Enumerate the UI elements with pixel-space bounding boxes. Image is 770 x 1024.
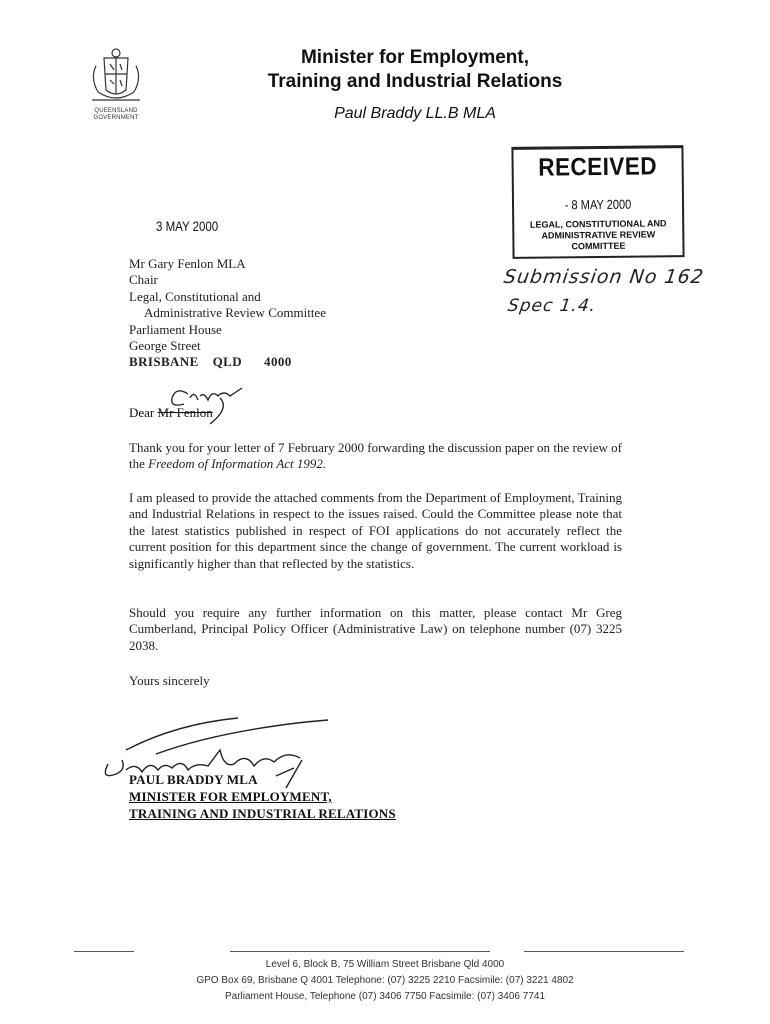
struck-salutation-name: Mr Fenlon [157,405,213,420]
recipient-address [129,256,326,371]
letter-date: 3 MAY 2000 [156,218,219,234]
received-stamp [511,145,684,259]
footer-postal-line: GPO Box 69, Brisbane Q 4001 Telephone: (07) 3225 2210 Facsimile: (07) 3221 4802 [196,975,574,986]
letterhead-title-line1: Minister for Employment, [300,47,530,68]
signatory-name: PAUL BRADDY MLA [129,772,258,787]
address-line: George Street [129,338,201,354]
footer-address-line: Level 6, Block B, 75 William Street Brisbane Qld 4000 [265,959,505,970]
handwritten-submission-note: Submission No 162 [502,266,706,288]
footer-parliament-line: Parliament House, Telephone (07) 3406 7750 Facsimile: (07) 3406 7741 [224,991,545,1002]
footer-divider-right [524,951,684,952]
body-paragraph-3: Should you require any further information on this matter, please contact Mr Greg Cumberland, Principal Policy Officer (Administrative Law) on telephone number (07) 3225 2038. [129,605,622,653]
crest-caption: QUEENSLAND GOVERNMENT [93,108,139,121]
address-line: Legal, Constitutional and [129,288,261,304]
address-line: Mr Gary Fenlon MLA [129,256,246,271]
stamp-line2: ADMINISTRATIVE REVIEW [541,229,656,241]
letterhead-minister-name: Paul Braddy LL.B MLA [334,105,496,122]
address-line: Chair [129,272,158,288]
signatory-title-line2: TRAINING AND INDUSTRIAL RELATIONS [129,806,396,821]
body-paragraph-2: I am pleased to provide the attached comments from the Department of Employment, Training and Industrial Relations in respect to the issues raised. Could the Committee please note that the latest statistics published in respect of FOI applications do not accurately reflect the current position for this department since the change of government. The current workload is significantly higher than that reflected by the statistics. [129,490,622,571]
body-paragraph-1: Thank you for your letter of 7 February 2000 forwarding the discussion paper on the review of the Freedom of Information Act 1992. [129,440,622,472]
stamp-title: RECEIVED [538,152,658,182]
stamp-line3: COMMITTEE [571,240,626,252]
stamp-date: - 8 MAY 2000 [564,196,632,213]
letterhead-title-line2: Training and Industrial Relations [267,71,563,92]
address-line: Administrative Review Committee [144,305,326,321]
signatory-title-line1: MINISTER FOR EMPLOYMENT, [129,789,332,804]
footer-divider [230,951,490,952]
footer-divider-left [74,951,134,952]
stamp-line1: LEGAL, CONSTITUTIONAL AND [529,218,667,230]
address-line: Parliament House [129,321,222,337]
salutation: Dear Mr Fenlon [129,405,213,420]
closing: Yours sincerely [129,673,210,688]
handwritten-spec-note: Spec 1.4. [506,296,598,316]
address-city-line: BRISBANE QLD 4000 [129,354,292,370]
queensland-crest-icon [84,44,148,108]
